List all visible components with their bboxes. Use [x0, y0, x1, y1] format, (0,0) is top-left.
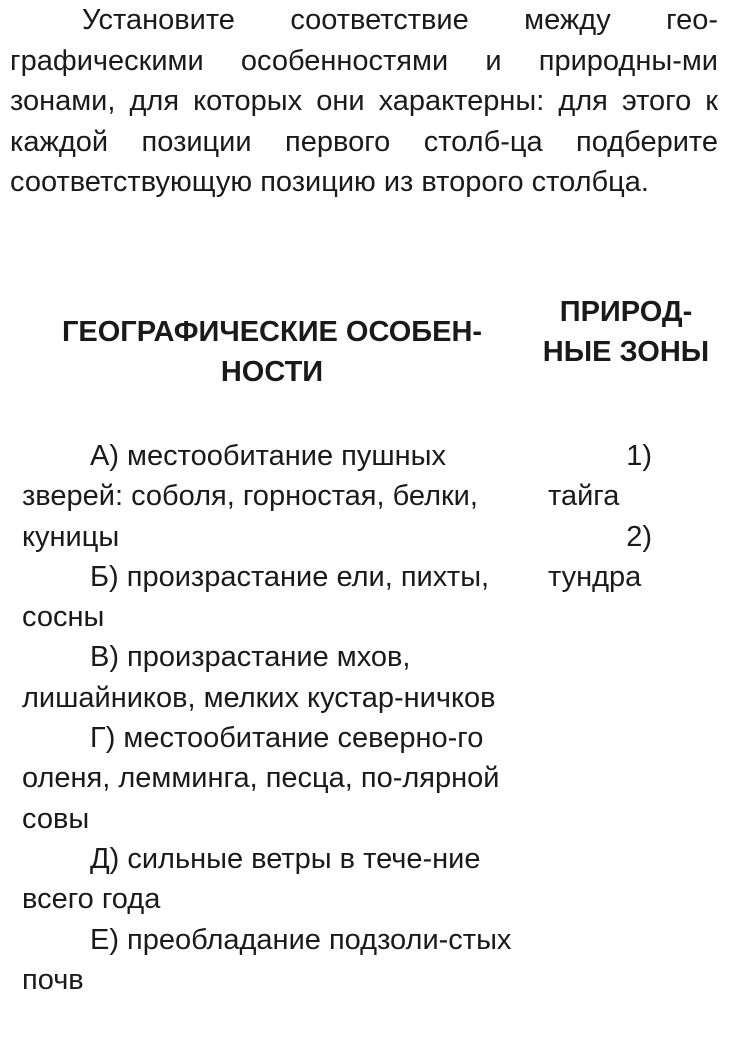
feature-item-a: А) местообитание пушных зверей: соболя, горностая, белки, куницы	[22, 440, 478, 553]
zone-item-1	[548, 436, 652, 517]
task-prompt: Установите соответствие между гео-графическими особенностями и природны-ми зонами, для которых они характерны: для этого к каждой позиции первого столб-ца подберите соответствующую позицию из второго столбца.	[10, 4, 718, 198]
feature-item-v: В) произрастание мхов, лишайников, мелких кустар-ничков	[22, 641, 496, 714]
zone-number: 1)	[626, 440, 652, 472]
feature-item-e: Е) преобладание подзоли-стых почв	[22, 923, 512, 996]
zones-column-header: ПРИРОД-НЫЕ ЗОНЫ	[542, 296, 710, 368]
feature-item-g: Г) местообитание северно-го оленя, лемминга, песца, по-лярной совы	[22, 722, 500, 835]
zones-list	[548, 436, 652, 597]
zone-number: 2)	[626, 520, 652, 553]
zone-name: тундра	[548, 560, 642, 593]
features-column-header: ГЕОГРАФИЧЕСКИЕ ОСОБЕН-НОСТИ	[61, 316, 483, 388]
zone-item-2	[548, 517, 652, 598]
features-list	[22, 436, 530, 1000]
zone-name: тайга	[548, 480, 620, 513]
feature-item-d: Д) сильные ветры в тече-ние всего года	[22, 842, 481, 916]
feature-item-b: Б) произрастание ели, пихты, сосны	[22, 560, 490, 634]
